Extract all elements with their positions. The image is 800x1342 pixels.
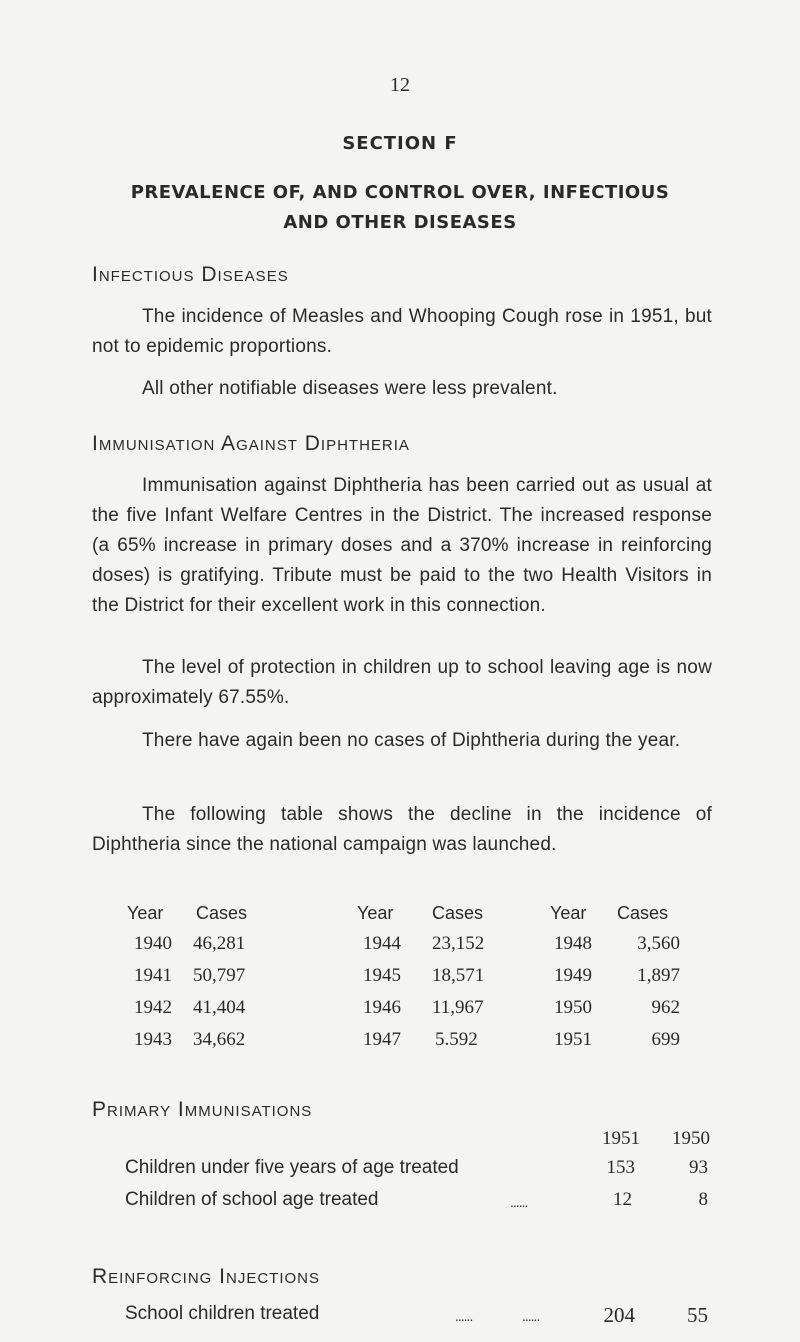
table-cell-year: 1940 — [134, 933, 172, 954]
reinforcing-value-1950: 55 — [687, 1303, 708, 1327]
immunisation-paragraph-1: Immunisation against Diphtheria has been carried out as usual at the five Infant Welfare Centres in the District. The increased response (a 65% increase in primary doses and a 370% increase in reinforcing doses) is gratifying. Tribute must be paid to the two Health Visitors in the District for their excellent work in this connection. — [92, 475, 712, 616]
immunisation-heading: Immunisation Against Diphtheria — [92, 432, 410, 455]
leader-dots: ...... — [522, 1308, 540, 1324]
immunisation-paragraph-4: The following table shows the decline in the incidence of Diphtheria since the national campaign was launched. — [92, 804, 712, 855]
table-header-year: Year — [550, 903, 587, 923]
table-cell-year: 1941 — [134, 965, 172, 986]
table-cell-year: 1944 — [363, 933, 401, 954]
table-cell-year: 1951 — [554, 1029, 592, 1050]
reinforcing-row-label: School children treated — [125, 1303, 320, 1324]
table-header-year: Year — [357, 903, 394, 923]
infectious-paragraph-1: The incidence of Measles and Whooping Cough rose in 1951, but not to epidemic proportions. — [92, 306, 712, 357]
table-cell-cases: 34,662 — [193, 1029, 246, 1050]
main-title-line-2: AND OTHER DISEASES — [283, 212, 517, 233]
section-heading: SECTION F — [342, 133, 458, 154]
table-cell-year: 1949 — [554, 965, 592, 986]
primary-row-value-1950: 8 — [698, 1189, 708, 1210]
table-cell-cases: 46,281 — [193, 933, 246, 954]
main-title — [0, 178, 800, 238]
primary-row-label: Children of school age treated — [125, 1189, 379, 1210]
table-cell-cases: 699 — [651, 1029, 680, 1050]
primary-col-header-1951: 1951 — [602, 1128, 640, 1149]
primary-immunisations-heading: Primary Immunisations — [92, 1098, 313, 1121]
infectious-paragraph-2: All other notifiable diseases were less prevalent. — [142, 378, 558, 399]
table-cell-year: 1943 — [134, 1029, 172, 1050]
table-cell-cases: 41,404 — [193, 997, 246, 1018]
table-cell-cases: 50,797 — [193, 965, 246, 986]
leader-dots: ...... — [510, 1194, 528, 1210]
table-header-cases: Cases — [617, 903, 669, 923]
table-cell-year: 1942 — [134, 997, 172, 1018]
table-cell-cases: 962 — [651, 997, 680, 1018]
primary-row-value-1951: 153 — [606, 1157, 635, 1178]
reinforcing-value-1951: 204 — [603, 1303, 635, 1327]
primary-row-value-1950: 93 — [689, 1157, 708, 1178]
page-number: 12 — [390, 74, 410, 96]
table-cell-cases: 23,152 — [432, 933, 485, 954]
table-cell-year: 1946 — [363, 997, 401, 1018]
infectious-diseases-heading: Infectious Diseases — [92, 263, 289, 286]
table-cell-cases: 5.592 — [435, 1029, 478, 1050]
table-cell-year: 1945 — [363, 965, 401, 986]
immunisation-paragraph-3: There have again been no cases of Diphtheria during the year. — [142, 730, 681, 751]
main-title-line-1: PREVALENCE OF, AND CONTROL OVER, INFECTIOUS — [130, 182, 670, 203]
table-cell-cases: 1,897 — [637, 965, 680, 986]
table-cell-year: 1948 — [554, 933, 592, 954]
table-cell-cases: 11,967 — [432, 997, 484, 1018]
table-cell-year: 1950 — [554, 997, 592, 1018]
primary-row-label: Children under five years of age treated — [125, 1157, 459, 1178]
leader-dots: ...... — [455, 1308, 473, 1324]
table-header-cases: Cases — [196, 903, 248, 923]
table-cell-year: 1947 — [363, 1029, 401, 1050]
table-cell-cases: 3,560 — [637, 933, 680, 954]
primary-row-value-1951: 12 — [613, 1189, 632, 1210]
table-header-cases: Cases — [432, 903, 484, 923]
reinforcing-injections-heading: Reinforcing Injections — [92, 1265, 321, 1288]
table-cell-cases: 18,571 — [432, 965, 485, 986]
primary-col-header-1950: 1950 — [672, 1128, 710, 1149]
immunisation-paragraph-2: The level of protection in children up to school leaving age is now approximately 67.55%. — [92, 657, 712, 708]
table-header-year: Year — [127, 903, 164, 923]
